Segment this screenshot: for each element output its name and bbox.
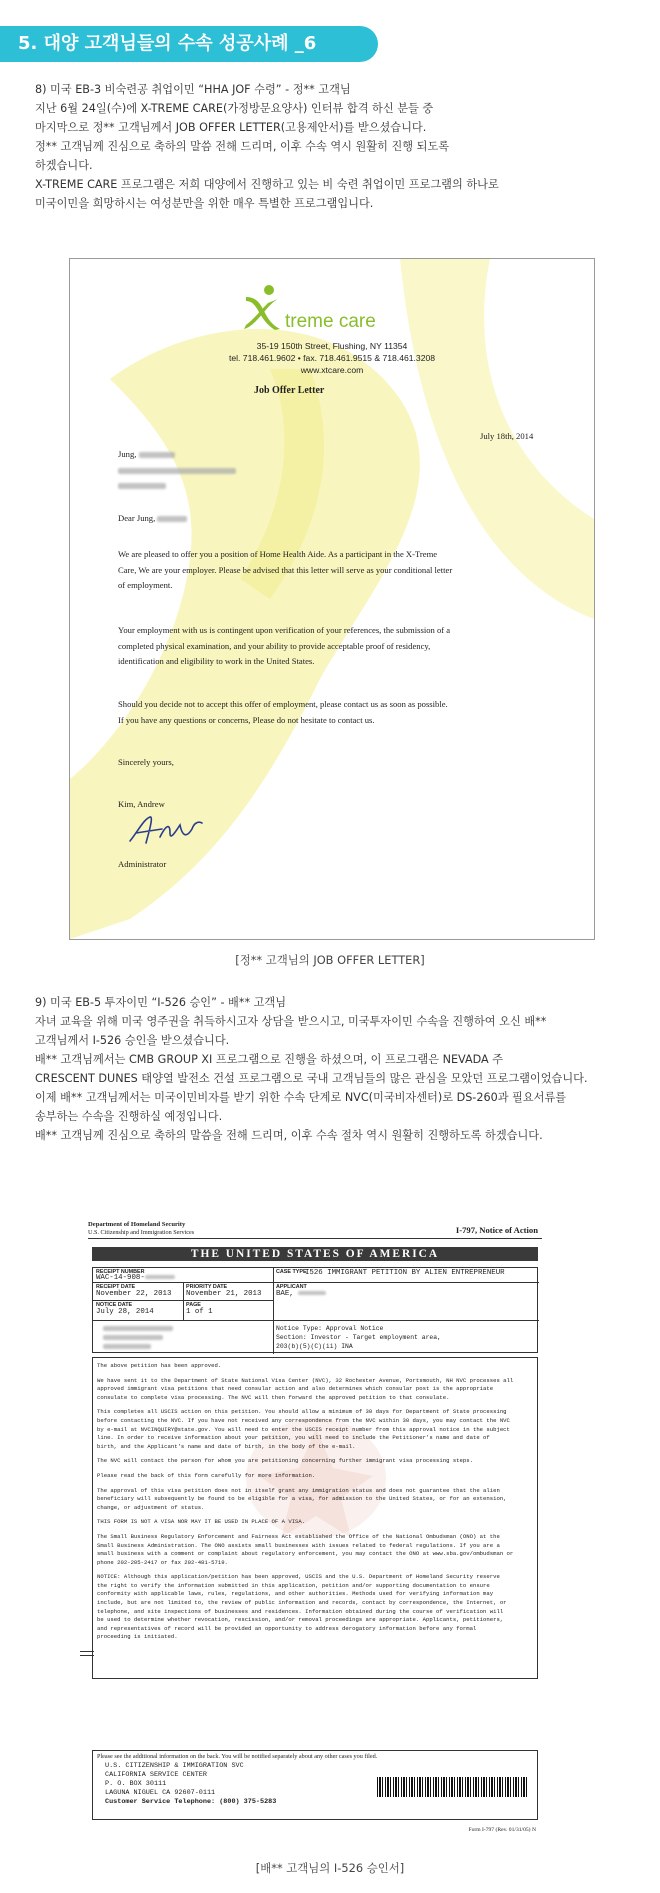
usa-banner: THE UNITED STATES OF AMERICA bbox=[92, 1247, 538, 1261]
body-line: phone 202-205-2417 or fax 202-481-5719. bbox=[97, 1558, 228, 1566]
fold-mark bbox=[80, 1651, 94, 1652]
barcode-image bbox=[377, 1777, 527, 1797]
case-type-label: CASE TYPE bbox=[276, 1269, 307, 1275]
body-line: line. In order to receive information about your petition, you will need to include the Petitioner's name and date of bbox=[97, 1434, 490, 1442]
para-line: If you have any questions or concerns, Please do not hesitate to contact us. bbox=[118, 714, 375, 725]
notice-caption: [배** 고객님의 I-526 승인서] bbox=[255, 1861, 405, 1875]
body-line: The above petition has been approved. bbox=[97, 1362, 222, 1369]
applicant-value bbox=[276, 1290, 326, 1298]
body-line: The approval of this visa petition does not in itself grant any immigration status and does not guarantee that the alien bbox=[97, 1486, 500, 1494]
letter-logo-text: treme care bbox=[285, 311, 376, 332]
office-address bbox=[105, 1762, 276, 1807]
applicant-label: APPLICANT bbox=[276, 1284, 307, 1290]
office-line: LAGUNA NIGUEL CA 92607-0111 bbox=[105, 1789, 216, 1797]
receipt-date-label: RECEIPT DATE bbox=[96, 1284, 136, 1290]
case1-line: X-TREME CARE 프로그램은 저희 대양에서 진행하고 있는 비 숙련 취업이민 프로그램의 하나로 bbox=[35, 178, 499, 191]
receipt-date-value: November 22, 2013 bbox=[96, 1290, 172, 1298]
notice-type: Notice Type: Approval Notice bbox=[276, 1325, 384, 1332]
applicant-name: BAE, bbox=[276, 1290, 294, 1298]
body-line: beneficiary will subsequently be found to be eligible for a visa, for admission to the United States, or for an extension, bbox=[97, 1495, 507, 1503]
para-line: completed physical examination, and your ability to provide acceptable proof of residency, bbox=[118, 640, 431, 651]
office-line: U.S. CITIZENSHIP & IMMIGRATION SVC bbox=[105, 1762, 244, 1770]
para-line: Should you decide not to accept this offer of employment, please contact us as soon as possible. bbox=[118, 699, 448, 709]
body-line: include, but are not limited to, the review of public information and records, contact by correspondence, the Internet, or bbox=[97, 1599, 507, 1607]
office-line: CALIFORNIA SERVICE CENTER bbox=[105, 1771, 207, 1779]
notice-body-text bbox=[97, 1362, 535, 1642]
customer-service-phone: Customer Service Telephone: (800) 375-5283 bbox=[105, 1798, 277, 1806]
letter-closing: Sincerely yours, bbox=[118, 757, 174, 767]
case2-line: 자녀 교육을 위해 미국 영주권을 취득하시고자 상담을 받으시고, 미국투자이민 수속을 진행하여 오신 배** bbox=[35, 1015, 547, 1028]
case2-line: CRESCENT DUNES 태양열 발전소 건설 프로그램으로 국내 고객님들의 많은 관심을 모았던 프로그램이었습니다. bbox=[35, 1072, 588, 1085]
case-info-table bbox=[92, 1267, 538, 1353]
letter-heading: Job Offer Letter bbox=[254, 385, 325, 396]
case1-line: 8) 미국 EB-3 비숙련공 취업이민 “HHA JOF 수령” - 정** 고객님 bbox=[35, 83, 351, 96]
body-line: the right to verify the information submitted in this application, petition and/or supporting documentation to ensure bbox=[97, 1581, 490, 1589]
letter-signer: Kim, Andrew bbox=[118, 799, 165, 809]
body-line: be used to determine whether revocation, rescission, and/or removal proceedings are appropriate. Applicants, petitioners, bbox=[97, 1616, 504, 1624]
row-divider bbox=[93, 1320, 539, 1321]
body-line: telephone, and site inspections of businesses and residences. Information obtained during the course of verification will bbox=[97, 1607, 504, 1615]
body-line: This completes all USCIS action on this petition. You should allow a minimum of 30 days for Department of State processing bbox=[97, 1408, 507, 1416]
body-line: The NVC will contact the person for whom you are petitioning concerning further immigrant visa processing steps. bbox=[97, 1457, 473, 1465]
office-line: P. O. BOX 30111 bbox=[105, 1780, 167, 1788]
receipt-number: WAC-14-908- bbox=[96, 1274, 145, 1282]
body-line: We have sent it to the Department of State National Visa Center (NVC), 32 Rochester Avenue, Portsmouth, NH NVC processes all bbox=[97, 1376, 514, 1384]
body-line: by e-mail at NVCINQUIRY@state.gov. You will need to enter the USCIS receipt number from this approval notice in the subject bbox=[97, 1425, 510, 1433]
body-line: THIS FORM IS NOT A VISA NOR MAY IT BE USED IN PLACE OF A VISA. bbox=[97, 1518, 306, 1526]
redacted-line bbox=[103, 1326, 173, 1331]
priority-date-label: PRIORITY DATE bbox=[186, 1284, 228, 1290]
notice-section-code: 203(b)(5)(C)(ii) INA bbox=[276, 1343, 353, 1350]
xtreme-care-logo-icon bbox=[242, 283, 282, 331]
redacted-address-block bbox=[103, 1326, 173, 1349]
signature-image bbox=[126, 811, 206, 851]
case1-line: 마지막으로 정** 고객님께서 JOB OFFER LETTER(고용제안서)를 받으셨습니다. bbox=[35, 121, 427, 134]
case2-line: 고객님께서 I-526 승인을 받으셨습니다. bbox=[35, 1034, 230, 1047]
body-line: Please read the back of this form carefully for more information. bbox=[97, 1471, 316, 1479]
form-number: Form I-797 (Rev. 01/31/05) N bbox=[468, 1827, 536, 1833]
notice-date-label: NOTICE DATE bbox=[96, 1302, 133, 1308]
redacted-receipt bbox=[145, 1275, 175, 1279]
i797-notice-image bbox=[80, 1215, 550, 1847]
letter-paragraph-1 bbox=[118, 547, 568, 594]
notice-section: Section: Investor - Target employment area, bbox=[276, 1334, 441, 1341]
case2-line: 송부하는 수속을 진행하실 예정입니다. bbox=[35, 1110, 223, 1123]
body-line: proceeding is initiated. bbox=[97, 1633, 178, 1641]
redacted-address-line bbox=[118, 483, 166, 489]
case1-line: 미국이민을 희망하시는 여성분만을 위한 매우 특별한 프로그램입니다. bbox=[35, 197, 374, 210]
letter-paragraph-2 bbox=[118, 623, 568, 670]
case2-line: 이제 배** 고객님께서는 미국이민비자를 받기 위한 수속 단계로 NVC(미국비자센터)로 DS-260과 필요서류를 bbox=[35, 1091, 567, 1104]
receipt-value bbox=[96, 1274, 175, 1282]
body-line: small business with a comment or complaint about regulatory enforcement, you may contact the ONO at www.sba.gov/ombudsman or bbox=[97, 1550, 514, 1558]
para-line: We are pleased to offer you a position of Home Health Aide. As a participant in the X-Treme bbox=[118, 549, 438, 559]
page-label: PAGE bbox=[186, 1302, 201, 1308]
office-address-box bbox=[92, 1750, 538, 1820]
case-type-value: I526 IMMIGRANT PETITION BY ALIEN ENTREPRENEUR bbox=[305, 1269, 505, 1277]
para-line: Care, We are your employer. Please be advised that this letter will serve as your conditional letter bbox=[118, 564, 453, 575]
body-line: before contacting the NVC. If you have not received any correspondence from the NVC within 30 days, you may contact the NVC bbox=[97, 1416, 510, 1424]
para-line: of employment. bbox=[118, 580, 173, 590]
fold-mark bbox=[80, 1655, 94, 1656]
case1-line: 하겠습니다. bbox=[35, 159, 93, 172]
footer-note: Please see the additional information on the back. You will be notified separately about any other cases you filed. bbox=[97, 1753, 378, 1760]
case2-text bbox=[35, 993, 635, 1145]
letter-address: 35-19 150th Street, Flushing, NY 11354 bbox=[256, 341, 408, 351]
row-divider bbox=[93, 1282, 539, 1283]
salutation-text: Dear Jung, bbox=[118, 513, 156, 523]
case1-text bbox=[35, 80, 635, 213]
job-offer-letter-image bbox=[69, 258, 595, 940]
notice-type-block bbox=[276, 1324, 441, 1351]
body-line: The Small Business Regulatory Enforcement and Fairness Act established the Office of the National Ombudsman (ONO) at the bbox=[97, 1532, 500, 1540]
redacted-name bbox=[157, 516, 187, 522]
redacted-address-line bbox=[118, 468, 236, 474]
letter-website: www.xtcare.com bbox=[300, 365, 364, 375]
receipt-label: RECEIPT NUMBER bbox=[96, 1269, 145, 1275]
redacted-line bbox=[103, 1335, 163, 1340]
para-line: identification and eligibility to work in the United States. bbox=[118, 656, 315, 666]
body-line: NOTICE: Although this application/petition has been approved, USCIS and the U.S. Department of Homeland Security reserve bbox=[97, 1573, 500, 1581]
body-line: conformity with applicable laws, rules, regulations, and other authorities. Methods used for verifying information may bbox=[97, 1590, 494, 1598]
case2-line: 9) 미국 EB-5 투자이민 “I-526 승인” - 배** 고객님 bbox=[35, 996, 287, 1009]
letter-recipient bbox=[118, 447, 236, 494]
body-line: birth, and the Applicant's name and date of birth, in the body of the e-mail. bbox=[97, 1442, 356, 1450]
letter-signer-title: Administrator bbox=[118, 859, 167, 869]
redacted-name bbox=[139, 452, 175, 458]
page-value: 1 of 1 bbox=[186, 1308, 213, 1316]
notice-date-value: July 28, 2014 bbox=[96, 1308, 154, 1316]
redacted-applicant bbox=[298, 1291, 326, 1295]
section-title: 5. 대양 고객님들의 수속 성공사례 _6 bbox=[18, 33, 317, 54]
case2-line: 배** 고객님께 진심으로 축하의 말씀을 전해 드리며, 이후 수속 절차 역시 원활히 진행하도록 하겠습니다. bbox=[35, 1129, 543, 1142]
body-line: change, or adjustment of status. bbox=[97, 1503, 205, 1511]
case2-line: 배** 고객님께서는 CMB GROUP XI 프로그램으로 진행을 하셨으며, 이 프로그램은 NEVADA 주 bbox=[35, 1053, 504, 1066]
uscis-title: U.S. Citizenship and Immigration Services bbox=[88, 1229, 195, 1236]
section-title-banner bbox=[0, 26, 378, 62]
letter-date: July 18th, 2014 bbox=[480, 431, 534, 441]
body-line: and representatives of record will be provided an opportunity to address derogatory information before any formal bbox=[97, 1624, 477, 1632]
redacted-line bbox=[103, 1344, 151, 1349]
letter-salutation bbox=[118, 511, 187, 527]
case1-line: 지난 6월 24일(수)에 X-TREME CARE(가정방문요양사) 인터뷰 합격 하신 분들 중 bbox=[35, 102, 434, 115]
para-line: Your employment with us is contingent upon verification of your references, the submission of a bbox=[118, 625, 451, 635]
col-divider bbox=[183, 1282, 184, 1320]
body-line: Small Business Administration. The ONO assists small businesses with issues related to federal regulations. If you are a bbox=[97, 1541, 500, 1549]
priority-date-value: November 21, 2013 bbox=[186, 1290, 262, 1298]
letter-phone: tel. 718.461.9602 • fax. 718.461.9515 & 718.461.3208 bbox=[228, 353, 436, 363]
body-line: consulate to complete visa processing. The NVC will then forward the approved petition to that consulate. bbox=[97, 1393, 450, 1401]
recipient-name: Jung, bbox=[118, 449, 137, 459]
form-title: I-797, Notice of Action bbox=[455, 1225, 538, 1235]
letter-caption: [정** 고객님의 JOB OFFER LETTER] bbox=[235, 953, 425, 967]
body-line: approved immigrant visa petitions that need consular action and also determines which consular post is the appropriate bbox=[97, 1385, 494, 1393]
notice-body-box bbox=[92, 1357, 538, 1679]
dhs-title: Department of Homeland Security bbox=[88, 1221, 186, 1228]
letter-paragraph-3 bbox=[118, 697, 568, 728]
header-rule bbox=[88, 1238, 542, 1239]
case1-line: 정** 고객님께 진심으로 축하의 말씀 전해 드리며, 이후 수속 역시 원활히 진행 되도록 bbox=[35, 140, 450, 153]
